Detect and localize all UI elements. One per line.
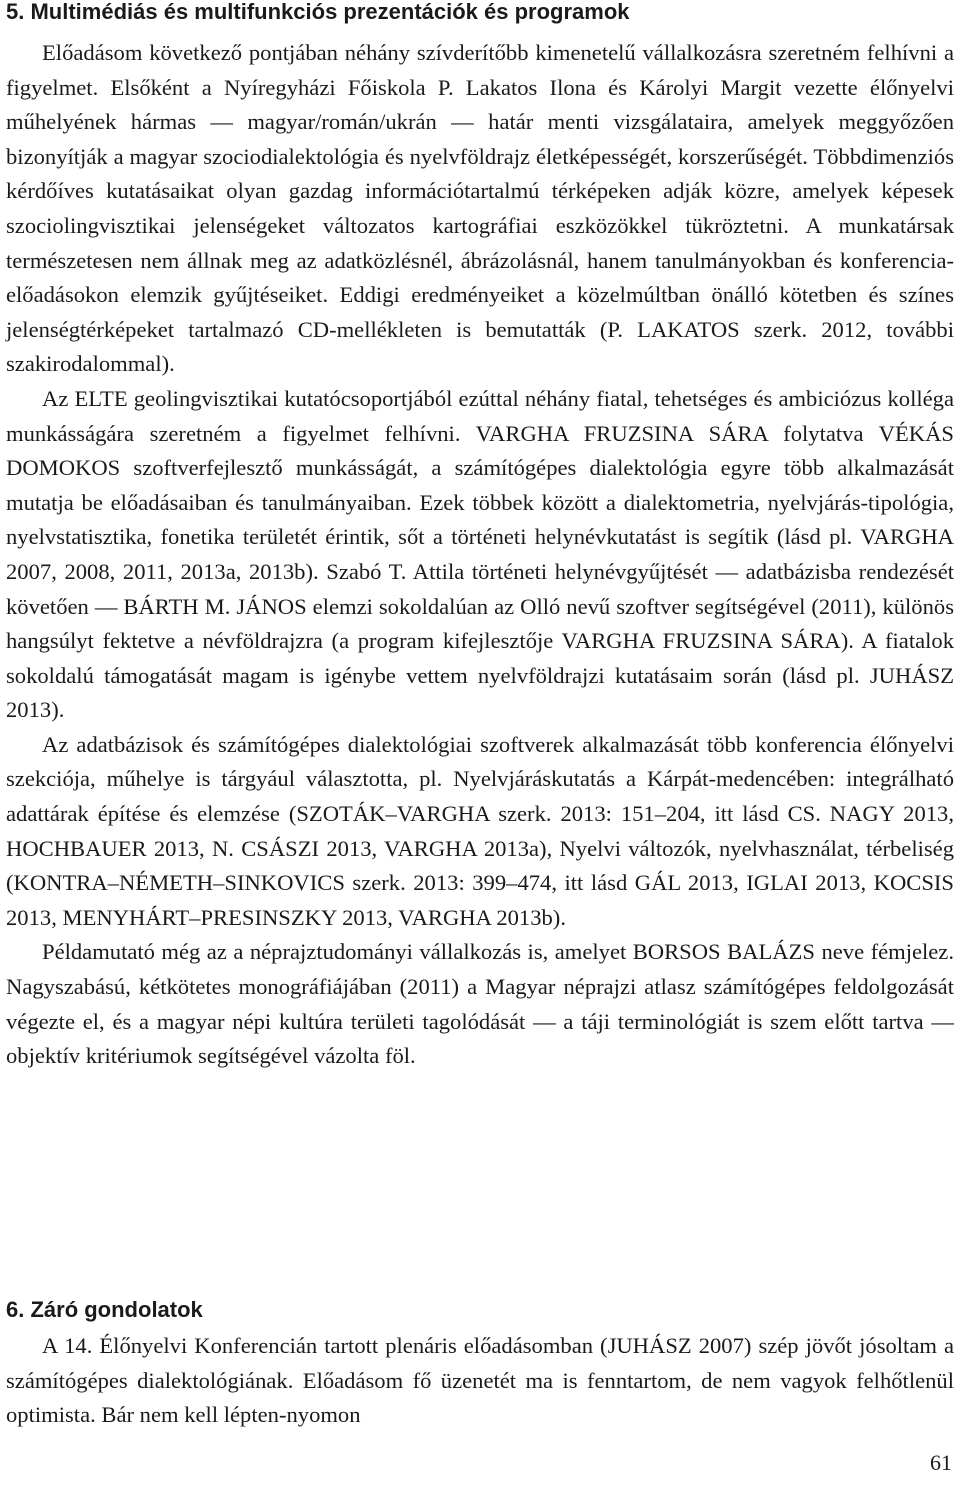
section-6-body <box>6 1329 954 1433</box>
paragraph-3: Az adatbázisok és számítógépes dialektológiai szoftverek alkalmazását több konferencia élőnyelvi szekciója, műhelye is tárgyául választotta, pl. Nyelvjáráskutatás a Kárpát-medencében: integrálható adattárak építése és elemzése (SZOTÁK–VARGHA szerk. 2013: 151–204, itt lásd CS. NAGY 2013, HOCHBAUER 2013, N. CSÁSZI 2013, VARGHA 2013a), Nyelvi változók, nyelvhasználat, térbeliség (KONTRA–NÉMETH–SINKOVICS szerk. 2013: 399–474, itt lásd GÁL 2013, IGLAI 2013, KOCSIS 2013, MENYHÁRT–PRESINSZKY 2013, VARGHA 2013b). <box>6 731 954 930</box>
paragraph-5: A 14. Élőnyelvi Konferencián tartott plenáris előadásomban (JUHÁSZ 2007) szép jövőt jósoltam a számítógépes dialektológiának. Előadásom fő üzenetét ma is fenntartom, de nem vagyok felhőtlenül optimista. Bár nem kell lépten-nyomon <box>6 1333 954 1428</box>
paragraph-4: Példamutató még az a néprajztudományi vállalkozás is, amelyet BORSOS BALÁZS neve fémjelez. Nagyszabású, kétkötetes monográfiájában (2011) a Magyar néprajzi atlasz számítógépes feldolgozását végezte el, és a magyar népi kultúra területi tagolódását — a táji terminológiát is szem előtt tartva — objektív kritériumok segítségével vázolta föl. <box>6 939 954 1069</box>
page-number: 61 <box>930 1450 952 1475</box>
section-6-heading: 6. Záró gondolatok <box>6 1297 203 1322</box>
paragraph-1: Előadásom következő pontjában néhány szívderítőbb kimenetelű vállalkozásra szeretném felhívni a figyelmet. Elsőként a Nyíregyházi Főiskola P. Lakatos Ilona és Károlyi Margit vezette élőnyelvi műhelyének hármas — magyar/román/ukrán — határ menti vizsgálataira, amelyek meggyőzően bizonyítják a magyar szociodialektológia és nyelvföldrajz életképességét, korszerűségét. Többdimenziós kérdőíves kutatásaikat olyan gazdag információtartalmú térképeken adják közre, amelyek képesek szociolingvisztikai jelenségeket változatos kartográfiai eszközökkel tükröztetni. A munkatársak természetesen nem állnak meg az adatközlésnél, ábrázolásnál, hanem tanulmányokban és konferencia-előadásokon elemzik gyűjtéseiket. Eddigi eredményeiket a közelmúltban önálló kötetben és színes jelenségtérképeket tartalmazó CD-mellékleten is bemutatták (P. LAKATOS szerk. 2012, további szakirodalommal). <box>6 40 954 377</box>
section-5-body <box>6 36 954 1074</box>
section-5-heading: 5. Multimédiás és multifunkciós prezentációk és programok <box>6 0 630 24</box>
paragraph-2: Az ELTE geolingvisztikai kutatócsoportjából ezúttal néhány fiatal, tehetséges és ambiciózus kolléga munkásságára szeretném a figyelmet felhívni. VARGHA FRUZSINA SÁRA folytatva VÉKÁS DOMOKOS szoftverfejlesztő munkásságát, a számítógépes dialektológia egyre több alkalmazását mutatja be előadásaiban és tanulmányaiban. Ezek többek között a dialektometria, nyelvjárás-tipológia, nyelvstatisztika, fonetika területét érintik, sőt a történeti helynévkutatást is segítik (lásd pl. VARGHA 2007, 2008, 2011, 2013a, 2013b). Szabó T. Attila történeti helynévgyűjtését — adatbázisba rendezését követően — BÁRTH M. JÁNOS elemzi sokoldalúan az Olló nevű szoftver segítségével (2011), különös hangsúlyt fektetve a névföldrajzra (a program kifejlesztője VARGHA FRUZSINA SÁRA). A fiatalok sokoldalú támogatását magam is igénybe vettem nyelvföldrajzi kutatásaim során (lásd pl. JUHÁSZ 2013). <box>6 385 954 723</box>
